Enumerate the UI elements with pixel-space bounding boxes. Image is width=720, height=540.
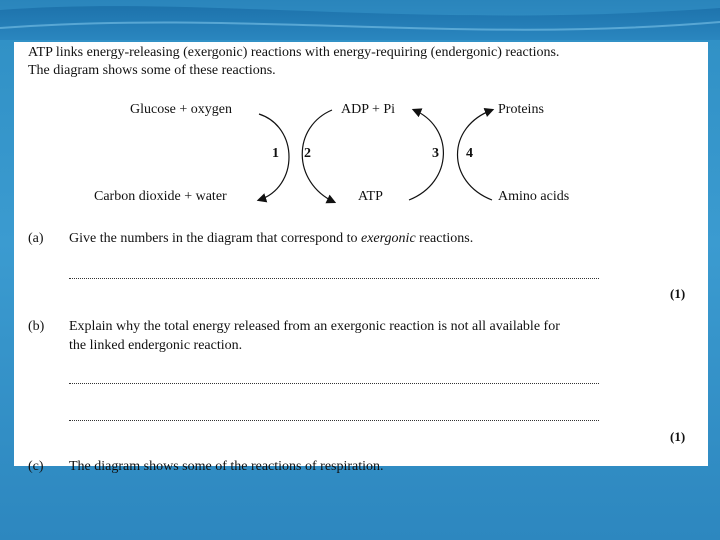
arrow-3	[409, 110, 443, 200]
atp-label: ATP	[358, 189, 383, 204]
slide-header-band	[0, 0, 720, 40]
answer-line-a[interactable]	[69, 278, 599, 279]
reaction-number-1: 1	[272, 146, 279, 161]
amino-acids-label: Amino acids	[498, 189, 570, 204]
glucose-oxygen-label: Glucose + oxygen	[130, 102, 232, 117]
question-b-line-2: the linked endergonic reaction.	[69, 338, 243, 353]
question-a-exergonic: exergonic	[360, 231, 416, 246]
carbon-dioxide-water-label: Carbon dioxide + water	[94, 189, 227, 204]
exam-page	[14, 42, 708, 474]
question-b-line-1: Explain why the total energy released from an exergonic reaction is not all available for	[69, 319, 560, 334]
question-b-marks: (1)	[670, 429, 686, 444]
answer-line-b-2[interactable]	[69, 420, 599, 421]
intro-line-2: The diagram shows some of these reactions.	[28, 63, 276, 78]
arrow-4	[458, 110, 493, 200]
reaction-number-4: 4	[466, 146, 473, 161]
proteins-label: Proteins	[498, 102, 544, 117]
adp-pi-label: ADP + Pi	[341, 102, 396, 117]
question-c-text: The diagram shows some of the reactions of respiration.	[69, 459, 384, 474]
intro-line-1: ATP links energy-releasing (exergonic) reactions with energy-requiring (endergonic) reactions.	[28, 45, 560, 60]
question-a-marks: (1)	[670, 286, 686, 301]
reaction-arrows	[14, 42, 708, 232]
arrow-2	[302, 110, 334, 202]
question-a-text-start: Give the numbers in the diagram that correspond to	[69, 231, 361, 246]
header-swoosh	[0, 0, 720, 40]
arrow-1	[259, 114, 289, 200]
question-b-label: (b)	[28, 319, 45, 334]
question-a-text-end: reactions.	[415, 231, 474, 246]
reaction-number-3: 3	[432, 146, 439, 161]
question-a-label: (a)	[28, 231, 44, 246]
reaction-number-2: 2	[304, 146, 311, 161]
answer-line-b-1[interactable]	[69, 383, 599, 384]
question-a-text	[69, 231, 473, 247]
question-c-label: (c)	[28, 459, 44, 474]
